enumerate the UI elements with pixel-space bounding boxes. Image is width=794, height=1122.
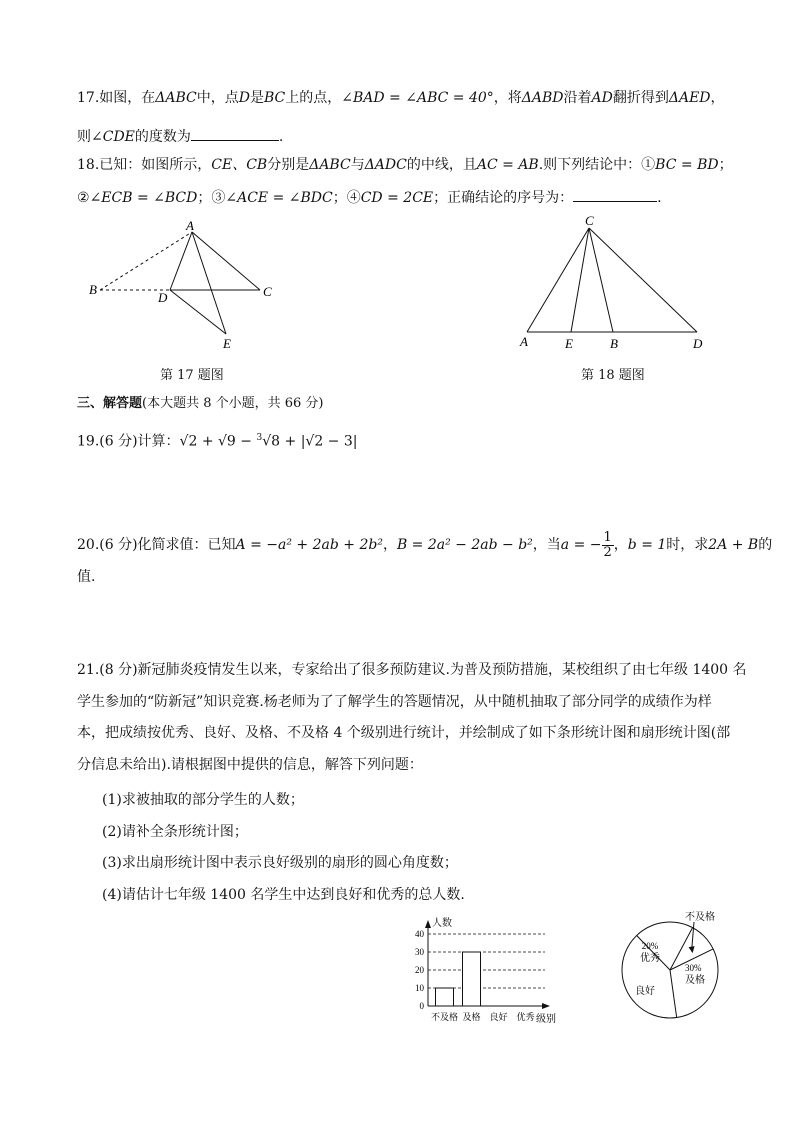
q17-answer-blank[interactable] xyxy=(191,126,279,141)
pie-label: 良好 xyxy=(635,986,655,997)
bar-x-tick-label: 优秀 xyxy=(516,1012,535,1022)
fig17-line-ae xyxy=(192,232,226,334)
q17-line1: 17.如图，在ΔABC中，点D是BC上的点，∠BAD = ∠ABC = 40°，将ΔABD沿着AD翻折得到ΔAED， xyxy=(77,90,725,106)
q19-term3: √8 xyxy=(262,433,281,450)
q19-term1: √2 xyxy=(179,433,198,450)
q18-line2: ②∠ECB = ∠BCD；③∠ACE = ∠BDC；④CD = 2CE；正确结论的序号为： . xyxy=(77,187,662,208)
bar-y-tick-label: 20 xyxy=(415,965,424,975)
q19-term2: √9 xyxy=(218,433,236,450)
bar-x-axis-arrow xyxy=(542,1003,550,1009)
q20-line2: 值. xyxy=(77,569,96,585)
pie-label: 及格 xyxy=(685,975,705,986)
fig18-label-a: A xyxy=(520,334,528,349)
q21-sub4: (4)请估计七年级 1400 名学生中达到良好和优秀的总人数. xyxy=(102,887,465,903)
fig17-line-ba xyxy=(100,232,192,290)
fig18-label-d: D xyxy=(693,336,703,351)
q17-line2: 则∠CDE的度数为 . xyxy=(77,126,283,147)
q21-line1: 21.(8 分)新冠肺炎疫情发生以来，专家给出了很多预防建议.为普及预防措施，某校组织了由七年级 1400 名 xyxy=(77,662,747,678)
q21-sub2: (2)请补全条形统计图； xyxy=(102,824,248,840)
fig17-label-b: B xyxy=(89,282,97,297)
figure-18 xyxy=(512,212,712,352)
bar-y-axis-arrow xyxy=(425,920,431,928)
fig17-line-ad xyxy=(170,232,192,290)
fig17-label-e: E xyxy=(223,336,231,351)
q18-line1: 18.已知：如图所示，CE、CB分别是ΔABC与ΔADC的中线，且AC = AB.则下列结论中：①BC = BD； xyxy=(77,157,733,173)
bar-y-tick-label: 0 xyxy=(419,1001,424,1011)
bar-x-axis-label: 级别 xyxy=(536,1014,556,1025)
bar-x-tick-label: 良好 xyxy=(489,1012,508,1022)
q21-sub1: (1)求被抽取的部分学生的人数； xyxy=(102,792,304,808)
bar-y-tick-label: 30 xyxy=(415,947,424,957)
fig17-label-c: C xyxy=(263,284,272,299)
bar-y-tick-label: 40 xyxy=(415,929,424,939)
bar-x-tick-label: 及格 xyxy=(462,1012,481,1022)
fig17-caption: 第 17 题图 xyxy=(160,368,224,383)
q21-line2: 学生参加的“防新冠”知识竞赛.杨老师为了了解学生的答题情况，从中随机抽取了部分同学的成绩作为样 xyxy=(77,694,712,710)
fig17-label-d: D xyxy=(158,290,168,305)
q19-term4: |√2 − 3| xyxy=(300,433,358,450)
fig18-line-cb xyxy=(589,228,613,332)
pie-chart xyxy=(610,908,730,1028)
bar-y-tick-label: 10 xyxy=(415,983,424,993)
pie-label: 不及格 xyxy=(685,912,715,923)
figure-17 xyxy=(80,214,300,354)
fig17-line-ac xyxy=(192,232,260,290)
bar-0 xyxy=(436,988,454,1006)
fig17-label-a: A xyxy=(186,218,194,233)
pie-percent-label: 20% xyxy=(641,941,659,951)
bar-1 xyxy=(463,952,481,1006)
bar-x-tick-label: 不及格 xyxy=(430,1012,459,1022)
q20-fraction: $\frac{1}{2}$ xyxy=(603,529,612,560)
pie-percent-label: 30% xyxy=(685,963,702,973)
q21-line3: 本，把成绩按优秀、良好、及格、不及格 4 个级别进行统计，并绘制成了如下条形统计图和扇形统计图(部 xyxy=(77,725,731,741)
fig18-label-c: C xyxy=(585,213,594,228)
fig18-label-e: E xyxy=(565,336,573,351)
q18-answer-blank[interactable] xyxy=(573,187,657,202)
bar-y-axis-label: 人数 xyxy=(432,918,452,929)
fig18-caption: 第 18 题图 xyxy=(581,368,645,383)
q19-line: 19.(6 分)计算：√2 + √9 − $^3$√8 + |√2 − 3| xyxy=(77,433,358,450)
fig17-line-de xyxy=(170,290,226,334)
bar-chart xyxy=(400,912,570,1027)
pie-label: 优秀 xyxy=(640,953,660,964)
q21-line4: 分信息未给出).请根据图中提供的信息，解答下列问题： xyxy=(77,757,423,773)
section3-header: 三、解答题(本大题共 8 个小题，共 66 分) xyxy=(77,396,324,411)
q20-line1: 20.(6 分)化简求值：已知A = −a² + 2ab + 2b²，B = 2a² − 2ab − b²，当a = − $\frac{1}{2}$ ，b = 1时，求2A + B的 xyxy=(77,529,773,560)
q21-sub3: (3)求出扇形统计图中表示良好级别的扇形的圆心角度数； xyxy=(102,855,458,871)
fig18-line-cd xyxy=(589,228,697,332)
fig18-label-b: B xyxy=(610,336,618,351)
